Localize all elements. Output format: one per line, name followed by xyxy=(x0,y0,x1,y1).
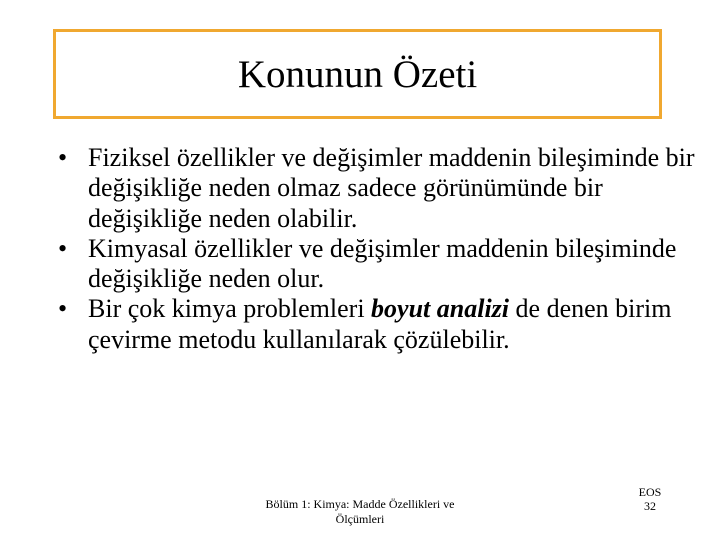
bullet-marker: • xyxy=(58,294,68,324)
bullet-marker: • xyxy=(58,143,68,172)
footer-page-info xyxy=(620,485,680,513)
page-number: 32 xyxy=(644,499,656,513)
slide-title: Konunun Özeti xyxy=(237,52,478,96)
bullet-item xyxy=(58,294,698,355)
bullet-text-after: de denen birim çevirme metodu kullanılarak çözülebilir. xyxy=(88,294,672,354)
footer-chapter: Bölüm 1: Kimya: Madde Özellikleri ve Ölçümleri xyxy=(265,497,455,526)
title-box xyxy=(53,29,662,119)
bullet-item xyxy=(58,143,698,234)
bullet-item xyxy=(58,234,698,295)
bullet-list xyxy=(58,143,698,355)
bullet-marker: • xyxy=(58,233,68,263)
footer-code: EOS xyxy=(638,485,662,499)
bullet-text: Kimyasal özellikler ve değişimler maddenin bileşiminde değişikliğe neden olur. xyxy=(88,233,677,294)
bullet-text-before: Bir çok kimya problemleri xyxy=(88,294,372,324)
bullet-emphasis: boyut analizi xyxy=(371,294,510,324)
bullet-text: Fiziksel özellikler ve değişimler maddenin bileşiminde bir değişikliğe neden olmaz sadece görünümünde bir değişikliğe neden olabilir. xyxy=(88,143,695,233)
